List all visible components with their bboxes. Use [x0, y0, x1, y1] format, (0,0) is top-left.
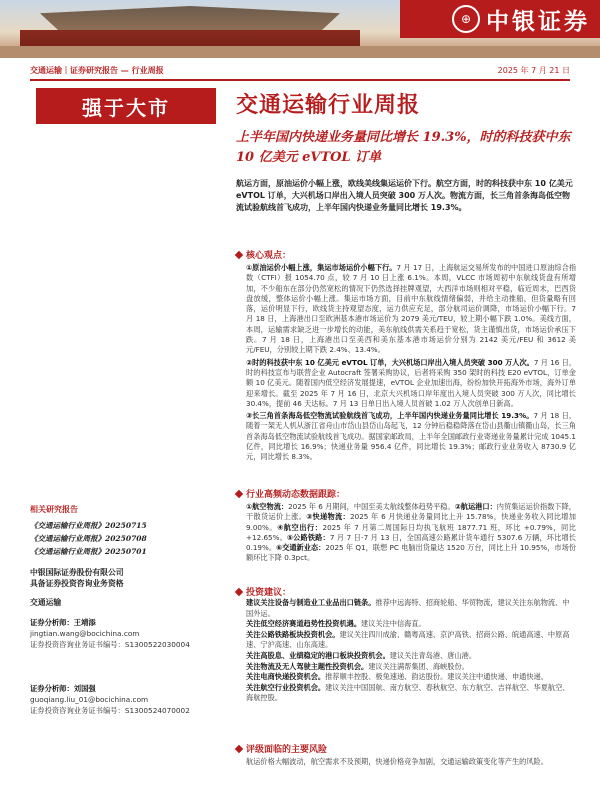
core-views-heading: 核心观点：	[236, 248, 576, 261]
suggestion-item: 关注低空经济赛道趋势性投资机遇。建议关注中信海直。	[246, 619, 426, 629]
diamond-bullet-icon	[235, 250, 243, 258]
tracking-heading: 行业高频动态数据跟踪：	[236, 487, 576, 500]
org-name: 中银国际证券股份有限公司	[30, 568, 124, 577]
suggestion-item: 关注公路铁路板块投资机会。建议关注四川成渝、赣粤高速、京沪高铁、招商公路、皖通高速、中原高速、宁沪高速、山东高速。	[246, 629, 570, 650]
related-reports-heading: 相关研究报告	[30, 505, 78, 514]
org-info	[30, 567, 220, 589]
tracking-section	[236, 487, 576, 564]
sector-label: 交通运输	[30, 598, 62, 607]
suggestion-item: 关注高股息、业绩稳定的港口板块投资机会。建议关注青岛港、唐山港。	[246, 650, 477, 660]
related-report-link[interactable]: 《交通运输行业周报》20250701	[30, 547, 147, 556]
investment-suggestions-section	[236, 585, 576, 704]
diamond-bullet-icon	[235, 744, 243, 752]
analyst-card	[30, 683, 230, 716]
report-category: 交通运输｜证券研究报告 — 行业周报	[30, 66, 164, 75]
risks-section	[236, 742, 576, 767]
report-header	[30, 63, 570, 78]
summary-paragraph: 航运方面，原油运价小幅上涨，欧线美线集运运价下行。航空方面，时的科技获中东 10 亿美元 eVTOL 订单，大兴机场口岸出入境人员突破 300 万人次。物流方面，长三角首条海岛低空物流试验航线首飞成功，上半年国内快递业务量同比增长 19.3%。	[236, 179, 573, 212]
analyst-name: 证券分析师：刘国强	[30, 684, 96, 693]
report-title: 交通运输行业周报	[236, 92, 421, 118]
related-reports	[30, 504, 220, 558]
header-divider	[30, 79, 570, 81]
analyst-cert: 证券投资咨询业务证书编号：S1300522030004	[30, 640, 190, 649]
brand-name: 中银证券	[486, 7, 590, 35]
suggestion-item: 关注航空行业投资机会。建议关注中国国航、南方航空、春秋航空、东方航空、吉祥航空、华夏航空、海航控股。	[246, 682, 570, 703]
report-subtitle: 上半年国内快递业务量同比增长 19.3%，时的科技获中东 10 亿美元 eVTOL 订单	[236, 130, 571, 165]
risks-text: 航运价格大幅波动，航空需求不及预期，快递价格竞争加剧，交通运输政策变化等产生的风险。	[246, 757, 548, 766]
related-report-link[interactable]: 《交通运输行业周报》20250715	[30, 521, 147, 530]
suggestion-item: 关注物流及无人驾驶主题性投资机会。建议关注满帮集团、海峡股份。	[246, 661, 469, 671]
core-views-section	[236, 248, 576, 463]
boc-logo-icon: ⊕	[452, 5, 480, 33]
analyst-cert: 证券投资咨询业务证书编号：S1300524070002	[30, 706, 190, 715]
suggestion-item: 建议关注设备与制造业工业品出口链条。推荐中远海特、招商轮船、华贸物流，建议关注东航物流、中国外运。	[246, 598, 570, 618]
analyst-email[interactable]: guoqiang.liu_01@bocichina.com	[30, 695, 149, 704]
diamond-bullet-icon	[235, 489, 243, 497]
tracking-paragraph: ①航空物流：2025 年 6 月期间，中国至美太航线整体趋势平稳。②航运港口：内贸集运运价指数下降，干散货运价上涨。③快递物流：2025 年 6 月快递业务量同比上升 15.78%，快递业务收入同比增加 9.00%。④航空出行：2025 年 7 月第二周国际日均执飞航班 1877.71 班，环比 +0.79%，同比 +12.65%。⑤公路铁路：7 月 7 日-7 月 13 日，全国高速公路累计货车通行 5307.6 万辆，环比增长 0.19%。⑥交通新业态：2025 年 Q1，联想 PC 电脑出货量达 1520 万台，同比上升 10.95%，市场份额环比下降 0.3pct。	[246, 502, 576, 563]
analyst-card	[30, 617, 230, 650]
org-qualification: 具备证券投资咨询业务资格	[30, 579, 124, 588]
risks-heading: 评级面临的主要风险	[236, 742, 576, 755]
diamond-bullet-icon	[235, 587, 243, 595]
analyst-email[interactable]: jingtian.wang@bocichina.com	[30, 629, 140, 638]
suggestions-heading: 投资建议：	[236, 585, 576, 598]
palace-roof-graphic	[40, 6, 340, 30]
suggestion-item: 关注电商快递投资机会。推荐顺丰控股、极兔速递、韵达股份。建议关注中通快递、申通快递。	[246, 672, 548, 682]
ground-graphic	[0, 46, 600, 58]
brand-logo	[400, 0, 600, 38]
core-point-2: ②时的科技获中东 10 亿美元 eVTOL 订单，大兴机场口岸出入境人员突破 300 万人次。7 月 16 日，时的科技宣布与联营企业 Autocraft 签署采购协议，后者将采购 350 架时的科技 E20 eVTOL，订单金额 10 亿美元。随着国内低空经济发展提速，eVTOL 企业加速出海，纷纷加快开拓海外市场，海外订单迎来增长。截至 2025 年 7 月 16 日，北京大兴机场口岸年度出入境人员突破 300 万人次，同比增长 30.4%，提前 46 天达标。7 月 13 日单日出入境人员首破 1.02 万人次创单日新高。	[246, 357, 577, 408]
core-point-3: ③长三角首条海岛低空物流试验航线首飞成功，上半年国内快递业务量同比增长 19.3%。7 月 18 日，随着一架无人机从浙江省舟山市岱山县岱山岛起飞，12 分钟后稳稳降落在岱山县衢山镇衢山岛，长三角首条海岛低空物流试验航线首飞成功。据国家邮政局，上半年全国邮政行业寄递业务量累计完成 1045.1 亿件，同比增长 16.9%；快递业务量 956.4 亿件，同比增长 19.3%；邮政行业业务收入 8730.9 亿元，同比增长 8.3%。	[246, 411, 577, 462]
report-date: 2025 年 7 月 21 日	[497, 66, 570, 75]
core-point-1: ①原油运价小幅上涨，集运市场运价小幅下行。7 月 17 日，上海航运交易所发布的中国进口原油综合指数（CTFI）报 1054.70 点，较 7 月 10 日上涨 6.1%。本周，VLCC 市场周初中东航线货盘有所增加，不少船东在部分仍然宽松的情况下仍然选择挂牌观望，大西洋市场则相对平稳，临近周末，巴西货盘放缓，整体运价小幅上涨。集运市场方面，目前中东航线情绪偏弱，并给主动推船，但货量略有回落，运价明显下行，欧线货主持观望态度，运力供应充足，部分航司运价调降，市场运价小幅下行。7 月 18 日，上海港出口至欧洲基本港市场运价为 2079 美元/TEU，较上期小幅下跌 1.0%。美线方面，本周，运输需求缺乏进一步增长的动能，美东航线供需关系趋于宽松，货主谨慎出货，市场运价承压下跌。7 月 18 日，上海港出口至美西和美东基本港市场运价分别为 2142 美元/FEU 和 3612 美元/FEU，分别较上期下跌 2.4%、13.4%。	[246, 263, 577, 355]
rating-badge: 强于大市	[36, 88, 216, 124]
related-report-link[interactable]: 《交通运输行业周报》20250708	[30, 534, 147, 543]
analyst-name: 证券分析师：王靖添	[30, 618, 96, 627]
